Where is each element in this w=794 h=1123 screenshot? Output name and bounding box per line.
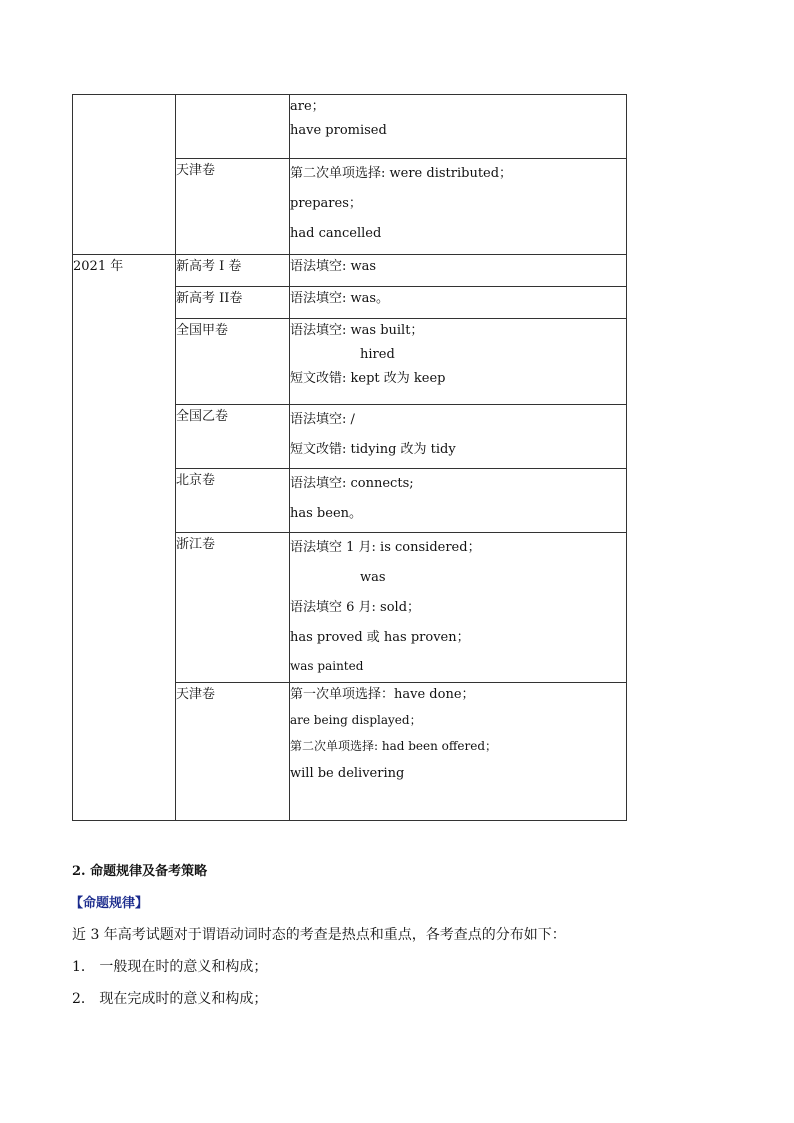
table-row (73, 95, 627, 159)
answer-cell (290, 533, 627, 683)
answer-line: are being displayed； (290, 713, 422, 727)
section-subheading: 【命题规律】 (70, 896, 149, 911)
answer-line: had cancelled (290, 226, 382, 241)
answer-line: 语法填空: connects; (290, 476, 414, 491)
paper-cell: 新高考 II卷 (176, 287, 290, 319)
answer-cell (290, 319, 627, 405)
intro-paragraph: 近 3 年高考试题对于谓语动词时态的考查是热点和重点，各考查点的分布如下： (72, 927, 566, 943)
answer-cell (290, 159, 627, 255)
section-heading: 2. 命题规律及备考策略 (72, 864, 208, 879)
paper-cell: 浙江卷 (176, 533, 290, 683)
answer-cell (290, 683, 627, 821)
paper-cell (176, 95, 290, 159)
exam-answer-table (72, 94, 627, 821)
paper-cell: 天津卷 (176, 683, 290, 821)
paper-cell: 全国乙卷 (176, 405, 290, 469)
answer-cell (290, 405, 627, 469)
year-cell (73, 95, 176, 255)
answer-cell (290, 469, 627, 533)
answer-line: 第二次单项选择: had been offered； (290, 739, 498, 753)
year-cell: 2021 年 (73, 255, 176, 821)
answer-line: was painted (290, 659, 364, 673)
paper-cell: 北京卷 (176, 469, 290, 533)
paper-cell: 天津卷 (176, 159, 290, 255)
answer-line: has been。 (290, 506, 363, 521)
answer-line: 语法填空: was built； (290, 323, 424, 338)
answer-line: 语法填空 6 月: sold； (290, 600, 421, 615)
answer-line: was (360, 570, 386, 585)
paper-cell: 全国甲卷 (176, 319, 290, 405)
answer-line: 语法填空: was (290, 259, 377, 274)
list-item: 1． 一般现在时的意义和构成； (72, 959, 268, 975)
answer-line: 第二次单项选择: were distributed； (290, 166, 513, 181)
answer-line: 短文改错: tidying 改为 tidy (290, 442, 456, 457)
answer-cell (290, 287, 627, 319)
paper-cell: 新高考 I 卷 (176, 255, 290, 287)
answer-line: 短文改错: kept 改为 keep (290, 371, 446, 386)
answer-line: will be delivering (290, 766, 405, 781)
answer-line: 语法填空 1 月: is considered； (290, 540, 481, 555)
list-item: 2． 现在完成时的意义和构成； (72, 991, 268, 1007)
answer-line: have promised (290, 123, 387, 138)
table-row (73, 255, 627, 287)
answer-cell (290, 255, 627, 287)
answer-line: are； (290, 99, 325, 114)
answer-line: 第一次单项选择：have done； (290, 687, 475, 702)
answer-line: has proved 或 has proven； (290, 630, 470, 645)
answer-line: hired (360, 347, 395, 362)
answer-line: 语法填空: was。 (290, 291, 390, 306)
answer-line: prepares； (290, 196, 362, 211)
answer-line: 语法填空: / (290, 412, 355, 427)
answer-cell (290, 95, 627, 159)
